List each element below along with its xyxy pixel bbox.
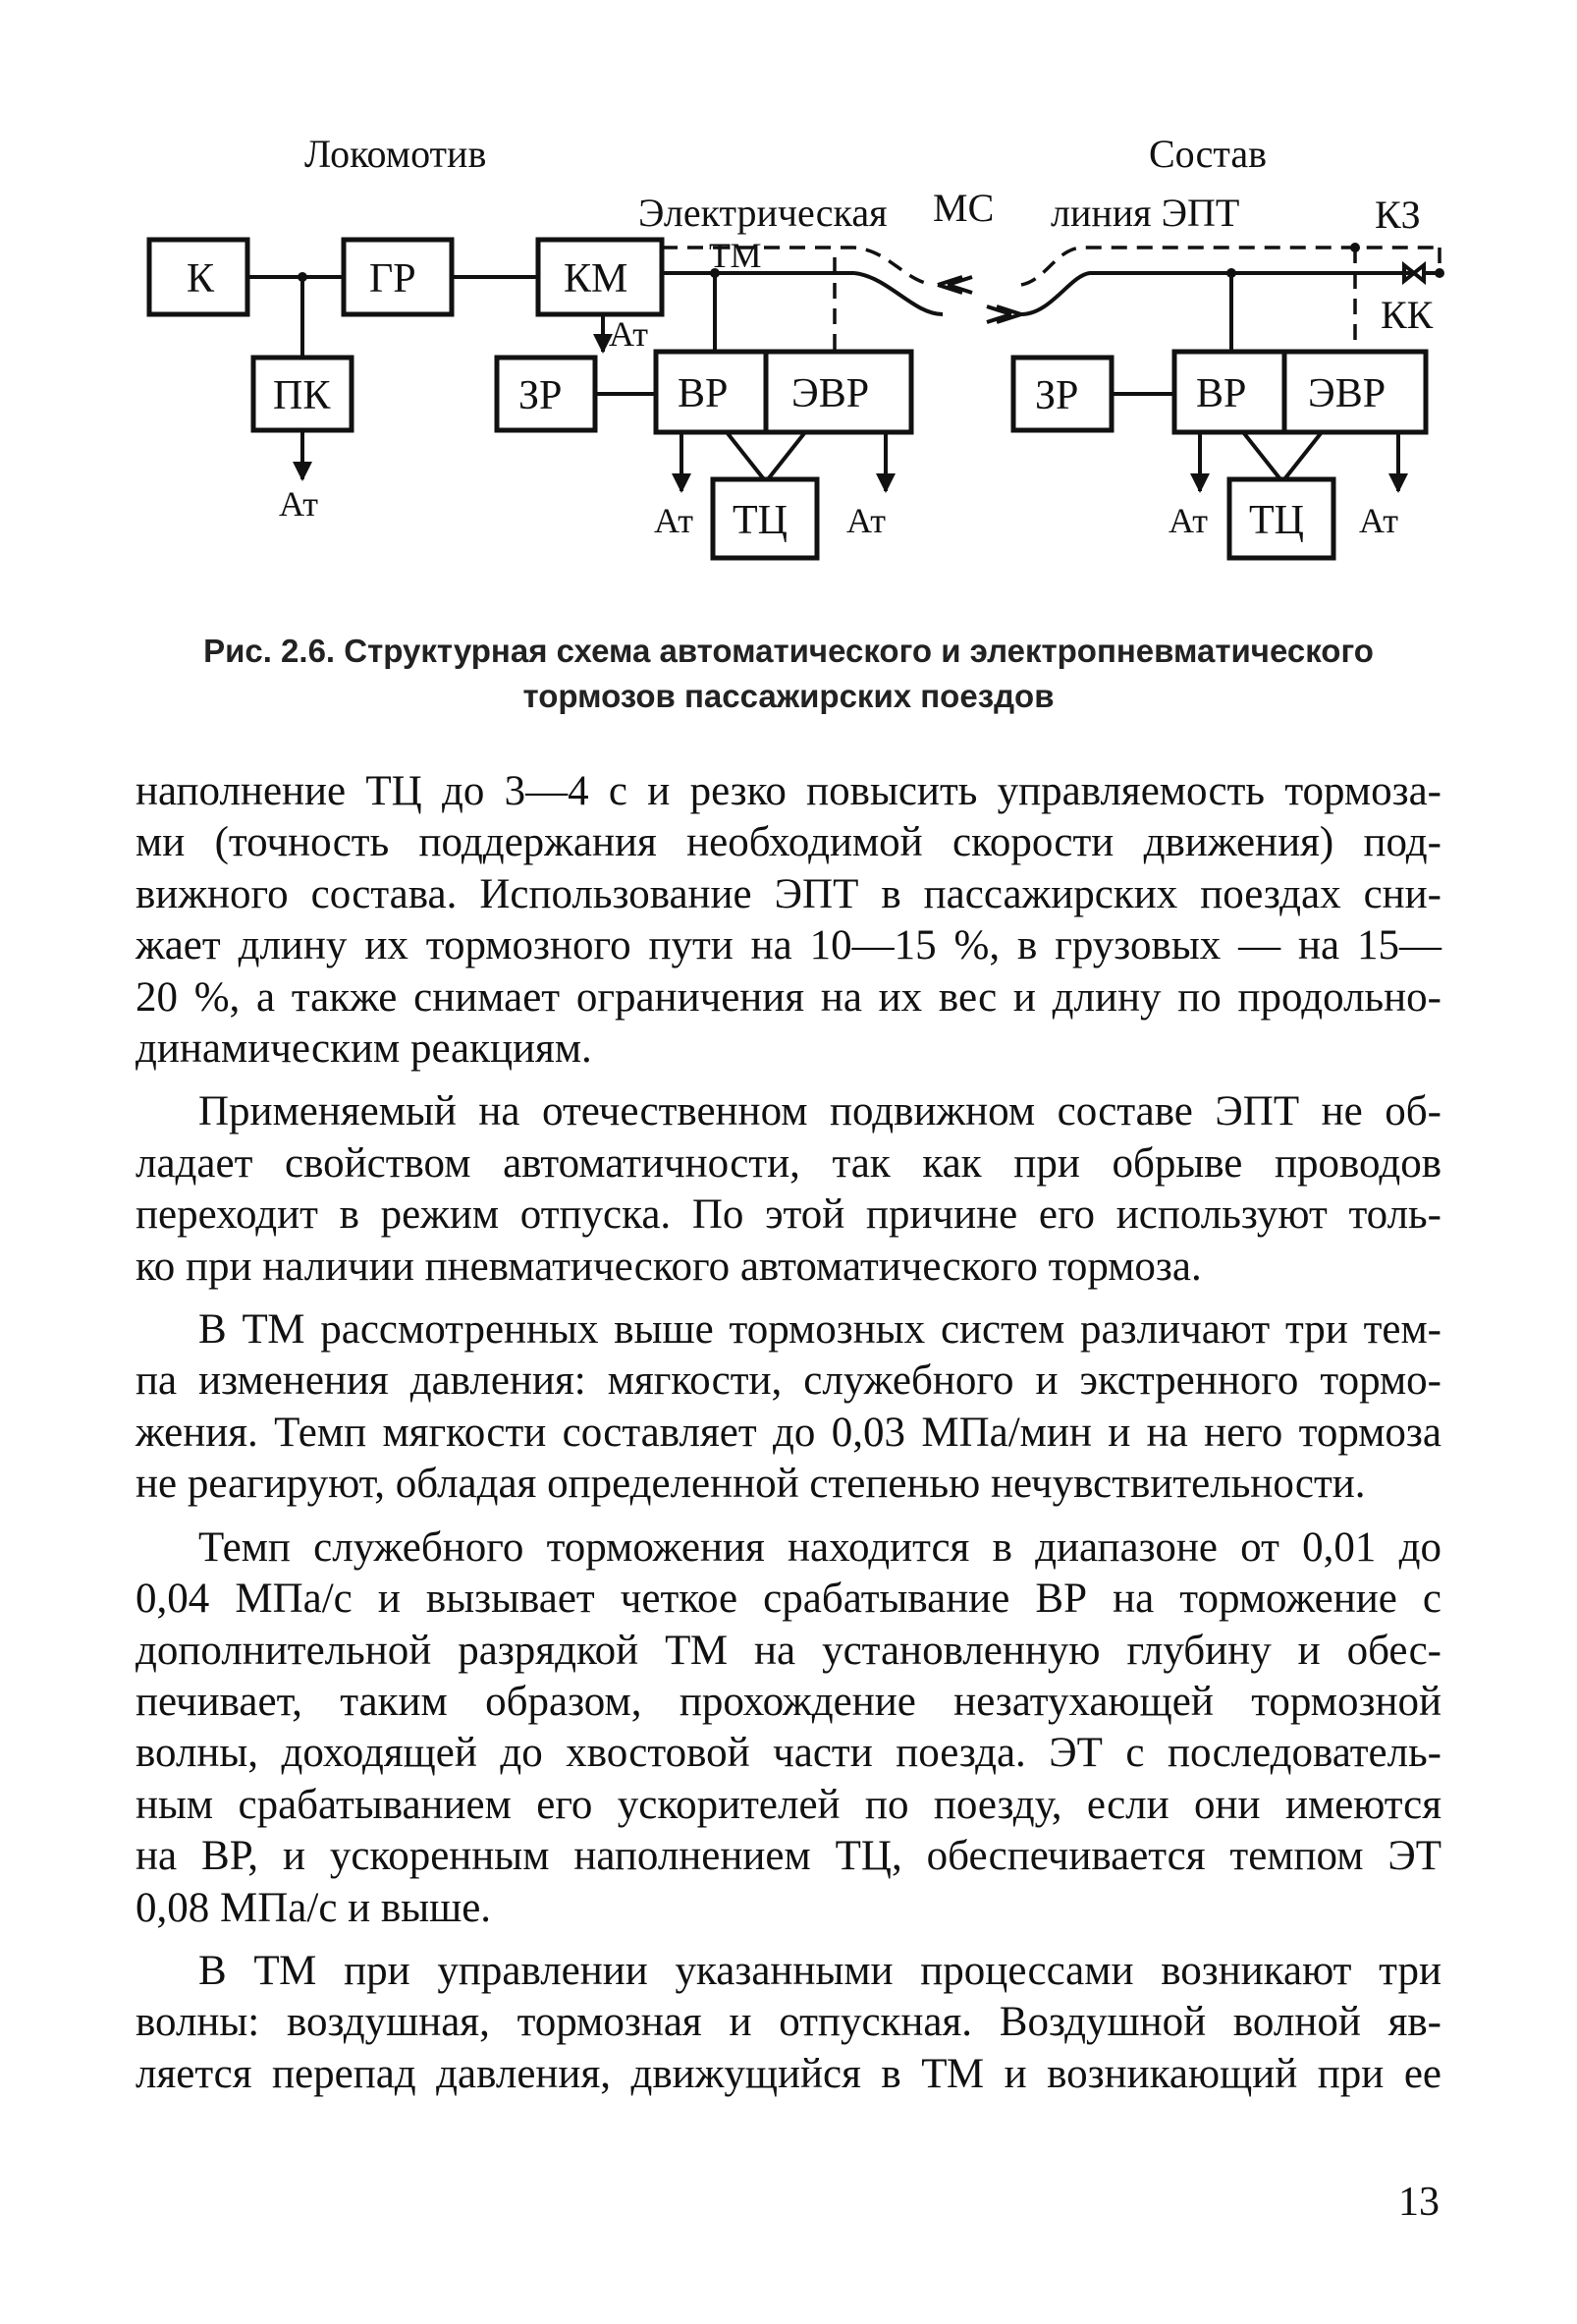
kz-label: КЗ <box>1375 193 1421 237</box>
electric-line-ept <box>662 243 1440 352</box>
text-line: на ВР, и ускоренным наполнением ТЦ, обеспечивается темпом ЭТ <box>136 1833 1441 1880</box>
tm-label: ТМ <box>709 236 762 275</box>
text-line: 20 %, а также снимает ограничения на их вес и длину по продольно- <box>136 973 1441 1021</box>
gr-block-label: ГР <box>369 256 416 302</box>
text-line: 0,08 МПа/с и выше. <box>136 1884 492 1931</box>
figure-caption <box>147 629 1430 719</box>
text-line: переходит в режим отпуска. По этой причине его используют толь- <box>136 1191 1441 1239</box>
vr-block-locomotive-label: ВР <box>678 371 729 416</box>
zr-block-train-label: ЗР <box>1035 373 1079 418</box>
electric-line-label-left: Электрическая <box>638 191 888 235</box>
caption-line: тормозов пассажирских поездов <box>522 678 1055 714</box>
paragraph <box>136 1086 1441 1293</box>
text-line: ко при наличии пневматического автоматического тормоза. <box>136 1243 1202 1290</box>
vr-block-train-label: ВР <box>1196 371 1247 416</box>
text-line: 0,04 МПа/с и вызывает четкое срабатывание ВР на торможение с <box>136 1576 1441 1623</box>
at-label-evr-train: Ат <box>1359 501 1398 540</box>
zr-block-locomotive-label: ЗР <box>518 373 563 418</box>
braking-system-diagram <box>0 0 1577 589</box>
paragraph <box>136 1522 1441 1934</box>
text-line: жения. Темп мягкости составляет до 0,03 МПа/мин и на него тормоза <box>136 1409 1441 1456</box>
text-line: вижного состава. Использование ЭПТ в пассажирских поездах сни- <box>136 870 1441 917</box>
text-line: па изменения давления: мягкости, служебного и экстренного тормо- <box>136 1357 1441 1405</box>
kk-label: КК <box>1381 293 1434 337</box>
electric-line-label-right: линия ЭПТ <box>1051 191 1240 235</box>
ms-label: МС <box>933 186 995 230</box>
paragraph <box>136 1946 1441 2100</box>
tc-block-train-label: ТЦ <box>1249 498 1304 543</box>
paragraph <box>136 1304 1441 1511</box>
pk-block-label: ПК <box>273 373 331 418</box>
at-label-vr-train: Ат <box>1169 501 1208 540</box>
paragraph <box>136 766 1441 1075</box>
evr-block-train-label: ЭВР <box>1308 371 1387 416</box>
k-block-label: К <box>187 256 215 302</box>
text-line: Применяемый на отечественном подвижном составе ЭПТ не об- <box>198 1088 1441 1135</box>
text-line: волны: воздушная, тормозная и отпускная. Воздушной волной яв- <box>136 1999 1441 2046</box>
text-line: наполнение ТЦ до 3—4 с и резко повысить управляемость тормоза- <box>136 768 1441 814</box>
text-line: ляется перепад давления, движущийся в ТМ и возникающий при ее <box>136 2050 1441 2097</box>
text-line: Темп служебного торможения находится в диапазоне от 0,01 до <box>198 1523 1441 1571</box>
text-line: печивает, таким образом, прохождение незатухающей тормозной <box>136 1678 1441 1725</box>
text-line: жает длину их тормозного пути на 10—15 %, в грузовых — на 15— <box>136 922 1441 969</box>
evr-block-locomotive-label: ЭВР <box>791 371 870 416</box>
text-line: не реагируют, обладая определенной степенью нечувствительности. <box>136 1461 1366 1508</box>
km-block-label: КМ <box>564 256 628 302</box>
train-label: Состав <box>1149 132 1268 176</box>
text-line: В ТМ при управлении указанными процессами возникают три <box>198 1947 1441 1994</box>
text-line: волны, доходящей до хвостовой части поезда. ЭТ с последователь- <box>136 1730 1441 1777</box>
text-line: дополнительной разрядкой ТМ на установленную глубину и обес- <box>136 1627 1441 1674</box>
text-line: ным срабатыванием его ускорителей по поезду, если они имеются <box>136 1781 1441 1828</box>
ms-hose-connector <box>938 277 1021 322</box>
page-number: 13 <box>1398 2180 1440 2225</box>
text-line: ми (точность поддержания необходимой скорости движения) под- <box>136 819 1441 866</box>
text-line: динамическим реакциям. <box>136 1025 592 1073</box>
at-label-pk: Ат <box>279 484 318 524</box>
body-text <box>136 766 1441 2100</box>
text-line: ладает свойством автоматичности, так как при обрыве проводов <box>136 1139 1441 1187</box>
caption-line: Рис. 2.6. Структурная схема автоматического и электропневматического <box>203 633 1374 669</box>
at-label-vr-locomotive: Ат <box>654 501 693 540</box>
tc-block-locomotive-label: ТЦ <box>733 498 788 543</box>
text-line: В ТМ рассмотренных выше тормозных систем различают три тем- <box>198 1306 1441 1354</box>
locomotive-label: Локомотив <box>304 132 487 176</box>
at-label-km: Ат <box>609 314 648 354</box>
at-label-evr-locomotive: Ат <box>846 501 886 540</box>
